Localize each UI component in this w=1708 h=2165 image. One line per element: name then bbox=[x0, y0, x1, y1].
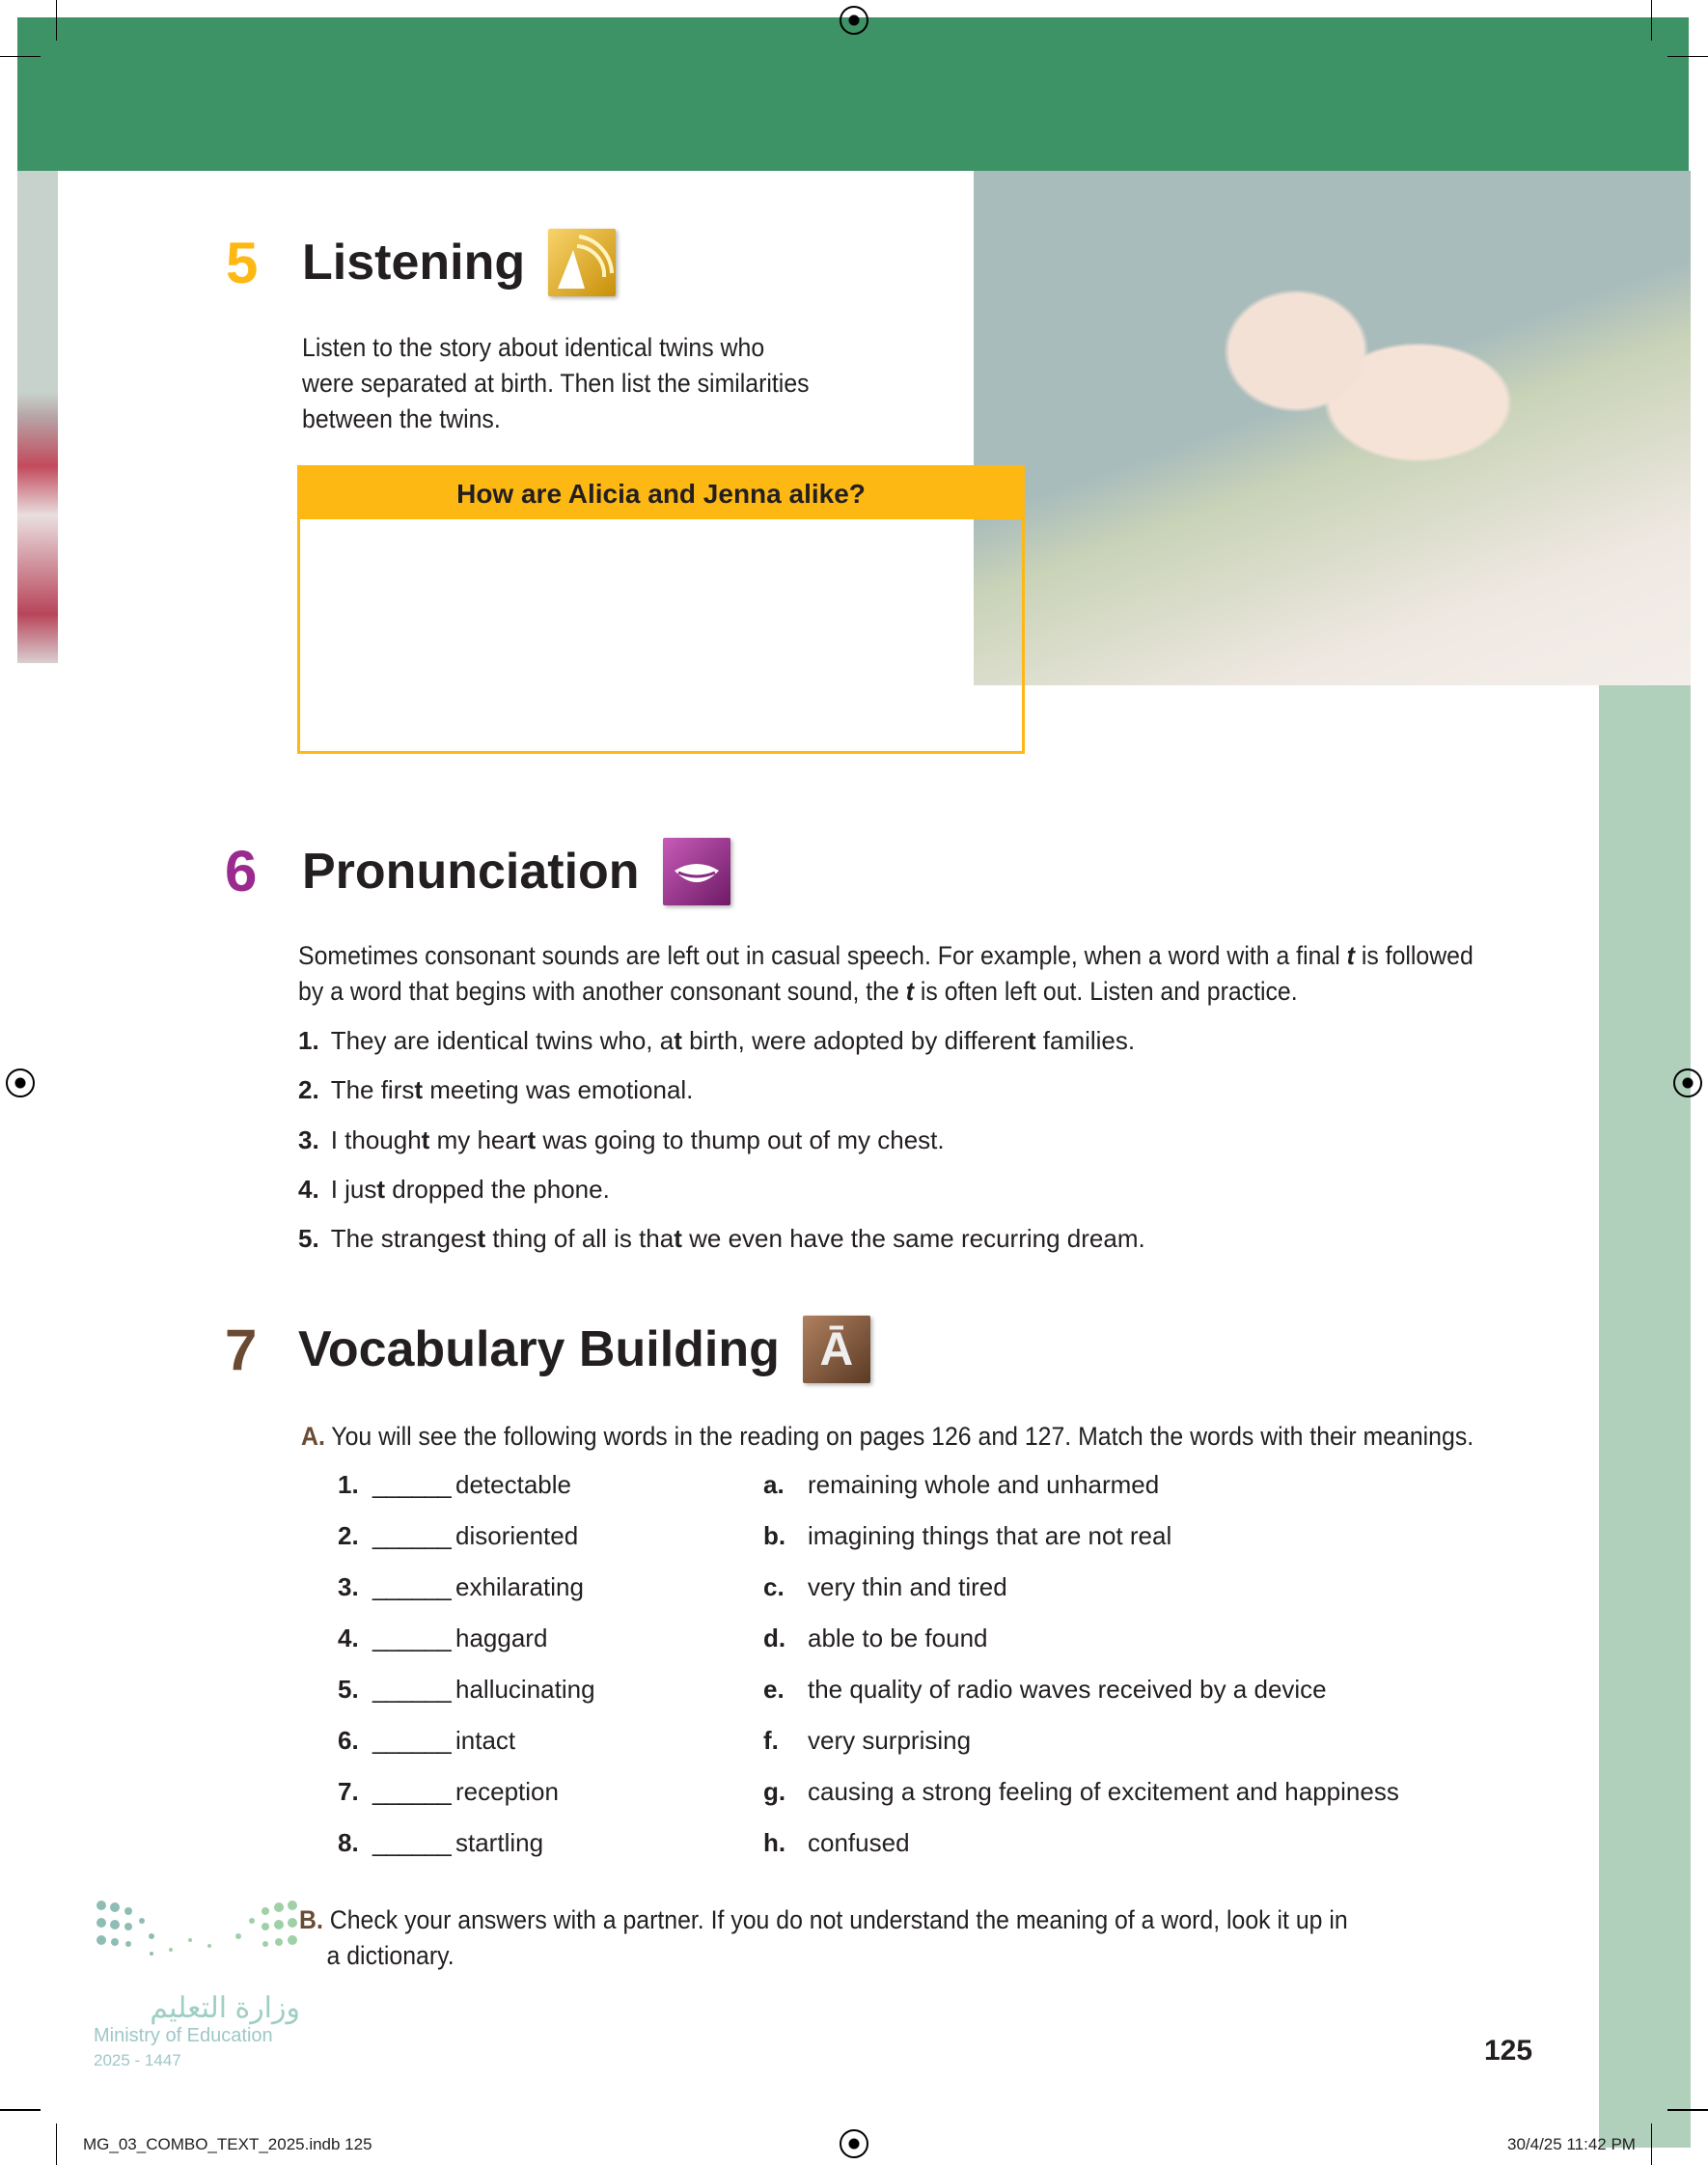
meaning-letter: b. bbox=[763, 1521, 786, 1550]
page-number: 125 bbox=[1484, 2035, 1533, 2067]
practice-sentence bbox=[298, 1175, 610, 1205]
meaning-letter: g. bbox=[763, 1777, 786, 1806]
practice-sentence bbox=[298, 1125, 945, 1155]
instructions-line: Listen to the story about identical twins who bbox=[302, 333, 765, 362]
vocab-word: hallucinating bbox=[455, 1675, 595, 1704]
vocab-word: intact bbox=[455, 1726, 516, 1755]
word-number: 6. bbox=[338, 1726, 359, 1755]
sentence-text: The strangest thing of all is that we even have the same recurring dream. bbox=[330, 1224, 1145, 1254]
meaning-letter: h. bbox=[763, 1828, 786, 1857]
logo-english: Ministry of Education bbox=[94, 2025, 273, 2046]
meaning-letter: d. bbox=[763, 1624, 786, 1652]
meaning-text: confused bbox=[808, 1828, 910, 1857]
section-heading bbox=[302, 229, 616, 296]
sentence-number: 3. bbox=[298, 1124, 319, 1154]
vocab-word-row bbox=[338, 1675, 595, 1705]
part-b-instructions: B. Check your answers with a partner. If you do not understand the meaning of a word, look it up in a dictionary. bbox=[299, 1905, 1348, 1970]
answer-blank[interactable]: ______ bbox=[372, 1828, 451, 1857]
crop-mark bbox=[1651, 0, 1652, 41]
registration-mark-icon bbox=[6, 1069, 35, 1097]
meaning-letter: f. bbox=[763, 1726, 779, 1755]
side-strip bbox=[1599, 685, 1691, 2148]
header-band bbox=[17, 17, 1689, 171]
footer-date: 30/4/25 11:42 PM bbox=[1507, 2135, 1636, 2153]
crop-mark bbox=[1667, 56, 1708, 57]
registration-mark-icon bbox=[1673, 1069, 1702, 1097]
pronunciation-intro: Sometimes consonant sounds are left out in casual speech. For example, when a word with a final t is followed by a word that begins with another consonant sound, the t is often left out. Listen and practice. bbox=[298, 941, 1474, 1006]
footer-file: MG_03_COMBO_TEXT_2025.indb 125 bbox=[83, 2135, 372, 2153]
meaning-text: remaining whole and unharmed bbox=[808, 1470, 1160, 1499]
letter-a-icon[interactable]: Ā bbox=[803, 1316, 870, 1383]
crop-mark bbox=[0, 2109, 41, 2111]
meaning-row bbox=[763, 1521, 1171, 1551]
section-heading bbox=[298, 1316, 870, 1383]
vocab-word: reception bbox=[455, 1777, 559, 1806]
meaning-row bbox=[763, 1624, 988, 1653]
instructions-line: between the twins. bbox=[302, 404, 501, 433]
section-number: 7 bbox=[225, 1318, 258, 1382]
word-number: 4. bbox=[338, 1624, 359, 1652]
section-title: Vocabulary Building bbox=[298, 1321, 780, 1377]
section-heading bbox=[302, 838, 730, 905]
speaker-icon[interactable] bbox=[548, 229, 616, 296]
meaning-row bbox=[763, 1572, 1007, 1602]
twins-photo bbox=[974, 171, 1691, 685]
word-number: 3. bbox=[338, 1572, 359, 1601]
registration-mark-icon bbox=[840, 6, 868, 35]
vocab-word: detectable bbox=[455, 1470, 571, 1499]
sentence-text: They are identical twins who, at birth, were adopted by different families. bbox=[330, 1026, 1136, 1055]
sentence-text: I thought my heart was going to thump out of my chest. bbox=[330, 1124, 945, 1154]
logo-dots-icon bbox=[94, 1898, 301, 1965]
section-number: 5 bbox=[226, 231, 259, 295]
vocab-word-row bbox=[338, 1470, 571, 1500]
sentence-text: The first meeting was emotional. bbox=[330, 1075, 694, 1105]
vocab-word-row bbox=[338, 1828, 543, 1858]
word-number: 1. bbox=[338, 1470, 359, 1499]
answer-blank[interactable]: ______ bbox=[372, 1726, 451, 1755]
meaning-row bbox=[763, 1470, 1159, 1500]
word-number: 8. bbox=[338, 1828, 359, 1857]
vocab-word-row bbox=[338, 1777, 559, 1807]
vocab-word-row bbox=[338, 1726, 515, 1756]
logo-arabic: وزارة التعليم bbox=[150, 1992, 300, 2024]
instructions bbox=[302, 330, 968, 437]
word-number: 2. bbox=[338, 1521, 359, 1550]
crop-mark bbox=[1651, 2123, 1652, 2165]
crop-mark bbox=[56, 2123, 57, 2165]
answer-blank[interactable]: ______ bbox=[372, 1521, 451, 1550]
vocab-word: disoriented bbox=[455, 1521, 579, 1550]
vocab-word: startling bbox=[455, 1828, 544, 1857]
section-title: Pronunciation bbox=[302, 844, 640, 900]
sentence-text: I just dropped the phone. bbox=[330, 1174, 610, 1204]
meaning-letter: c. bbox=[763, 1572, 785, 1601]
meaning-row bbox=[763, 1777, 1399, 1807]
crop-mark bbox=[0, 56, 41, 57]
meaning-letter: a. bbox=[763, 1470, 785, 1499]
section-number: 6 bbox=[225, 839, 258, 903]
left-edge-photo bbox=[17, 171, 58, 663]
meaning-text: causing a strong feeling of excitement and happiness bbox=[808, 1777, 1399, 1806]
crop-mark bbox=[1667, 2109, 1708, 2111]
word-number: 7. bbox=[338, 1777, 359, 1806]
practice-sentence bbox=[298, 1224, 1145, 1254]
answer-box[interactable] bbox=[297, 465, 1025, 754]
meaning-text: the quality of radio waves received by a device bbox=[808, 1675, 1327, 1704]
instructions-line: were separated at birth. Then list the similarities bbox=[302, 369, 810, 398]
vocab-word-row bbox=[338, 1624, 547, 1653]
ministry-logo bbox=[94, 1898, 306, 2081]
answer-blank[interactable]: ______ bbox=[372, 1777, 451, 1806]
word-number: 5. bbox=[338, 1675, 359, 1704]
registration-mark-icon bbox=[840, 2129, 868, 2158]
vocab-word-row bbox=[338, 1572, 584, 1602]
vocab-word: haggard bbox=[455, 1624, 548, 1652]
practice-sentence bbox=[298, 1026, 1135, 1056]
answer-blank[interactable]: ______ bbox=[372, 1572, 451, 1601]
sentence-number: 5. bbox=[298, 1224, 319, 1254]
sentence-number: 1. bbox=[298, 1026, 319, 1055]
sentence-number: 4. bbox=[298, 1174, 319, 1204]
part-a-instructions: A. You will see the following words in the reading on pages 126 and 127. Match the words with their meanings. bbox=[301, 1422, 1474, 1451]
meaning-row bbox=[763, 1828, 910, 1858]
meaning-text: very thin and tired bbox=[808, 1572, 1007, 1601]
answer-blank[interactable]: ______ bbox=[372, 1624, 451, 1652]
vocab-word: exhilarating bbox=[455, 1572, 584, 1601]
answer-box-title: How are Alicia and Jenna alike? bbox=[300, 468, 1022, 519]
logo-years: 2025 - 1447 bbox=[94, 2051, 181, 2069]
meaning-row bbox=[763, 1726, 971, 1756]
meaning-text: imagining things that are not real bbox=[808, 1521, 1172, 1550]
crop-mark bbox=[56, 0, 57, 41]
lips-icon[interactable] bbox=[663, 838, 730, 905]
sentence-number: 2. bbox=[298, 1075, 319, 1105]
answer-blank[interactable]: ______ bbox=[372, 1675, 451, 1704]
answer-blank[interactable]: ______ bbox=[372, 1470, 451, 1499]
section-title: Listening bbox=[302, 235, 526, 291]
meaning-row bbox=[763, 1675, 1327, 1705]
meaning-text: very surprising bbox=[808, 1726, 972, 1755]
meaning-letter: e. bbox=[763, 1675, 785, 1704]
meaning-text: able to be found bbox=[808, 1624, 988, 1652]
practice-sentence bbox=[298, 1075, 693, 1105]
vocab-word-row bbox=[338, 1521, 578, 1551]
